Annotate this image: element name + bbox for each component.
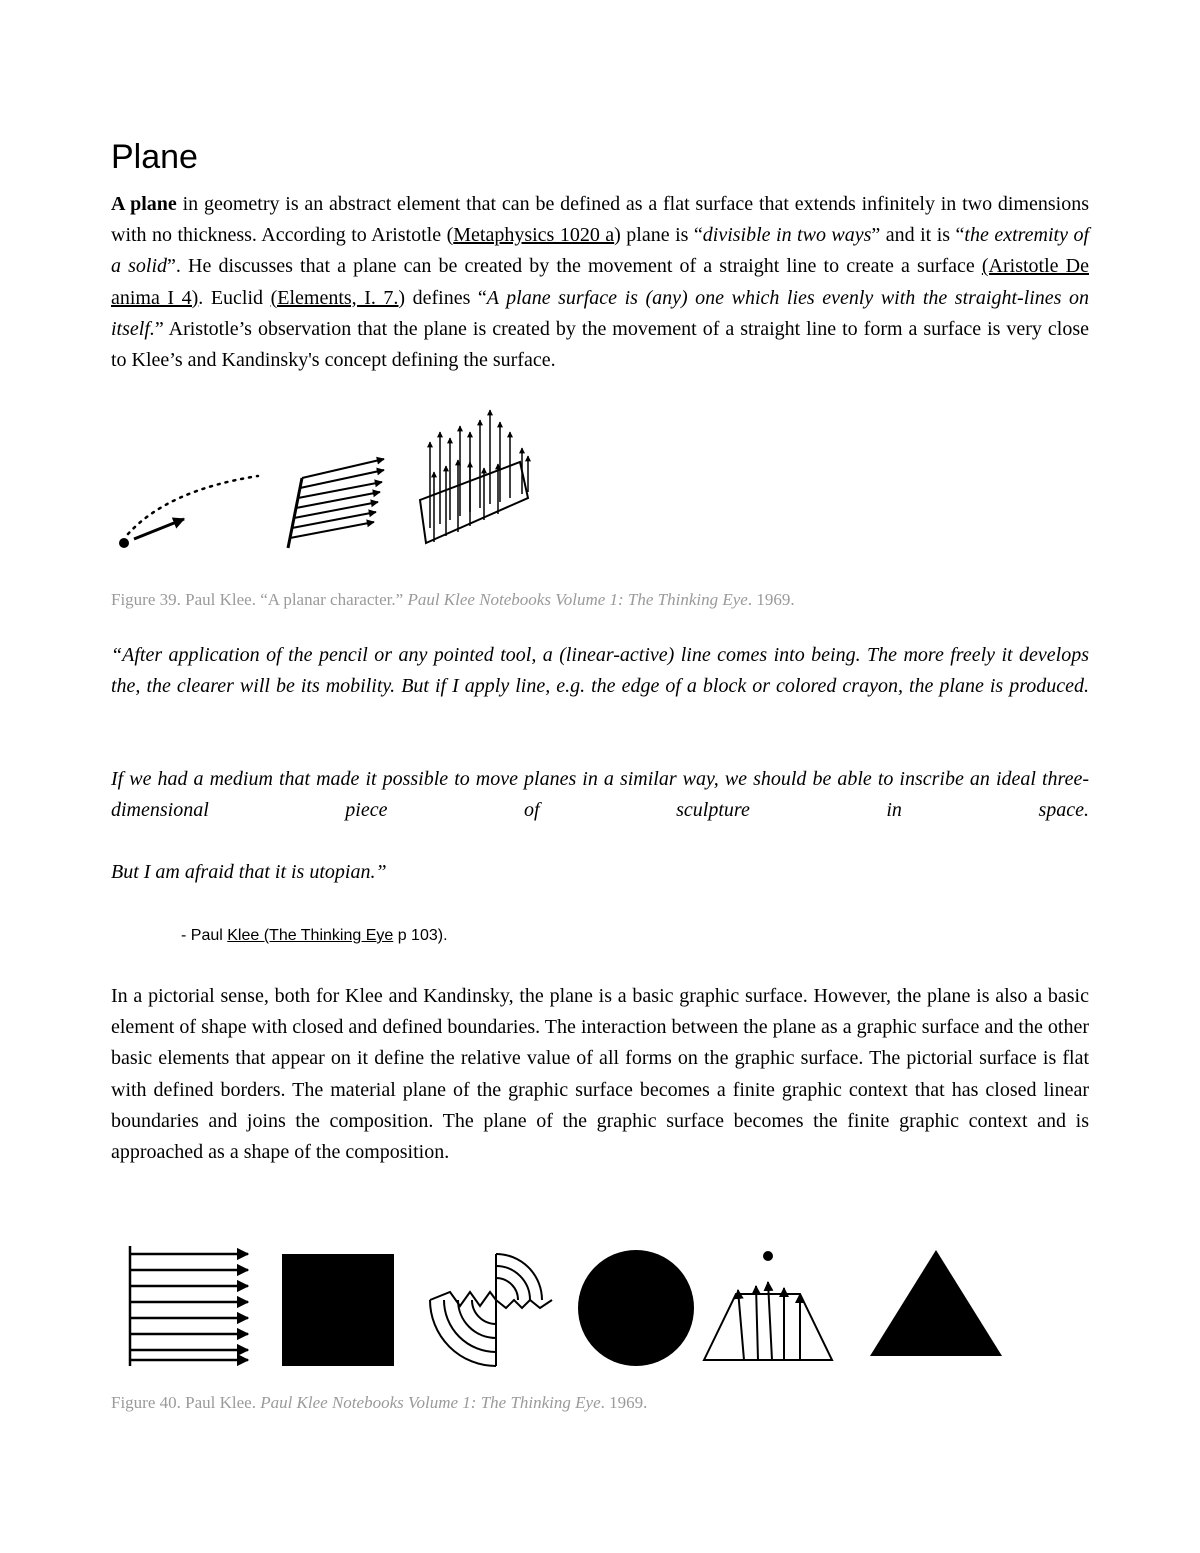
de-anima-link[interactable]: (Aristotle De anima I 4) [111, 255, 1089, 309]
quote-euclid: A plane surface is (any) one which lies evenly with the straight-lines on itself. [111, 286, 1090, 340]
intro-text-2: ) plane is “ [614, 224, 703, 247]
attribution-prefix: - Paul [181, 927, 228, 944]
point-rays-shape [704, 1251, 832, 1360]
figure-39-caption [111, 589, 795, 611]
quote-attribution [181, 925, 448, 947]
figure-40-year: . 1969. [600, 1393, 648, 1412]
figure-40-image [120, 1240, 1010, 1370]
figure-40-source: Paul Klee Notebooks Volume 1: The Thinking Eye [260, 1393, 601, 1412]
quote-paragraph-1: “After application of the pencil or any pointed tool, a (linear-active) line comes into being. The more freely it develops the, the clearer will be its mobility. But if I apply line, e.g. the edge of a block or colored crayon, the plane is produced. [111, 644, 1089, 698]
body-paragraph: In a pictorial sense, both for Klee and Kandinsky, the plane is a basic graphic surface. However, the plane is also a basic element of shape with closed and defined boundaries. The interaction between the plane as a graphic surface and the other basic elements that appear on it define the relative value of all forms on the graphic surface. The pictorial surface is flat with defined borders. The material plane of the graphic surface becomes a finite graphic context that has closed linear boundaries and joins the composition. The plane of the graphic surface becomes the finite graphic context and is approached as a shape of the composition. [111, 985, 1089, 1164]
metaphysics-link[interactable]: Metaphysics 1020 a [453, 224, 615, 247]
arrows-plane-shape [130, 1246, 248, 1366]
elements-link[interactable]: (Elements, I. 7.) [270, 286, 406, 309]
moving-point-figure [119, 476, 258, 548]
intro-text-4: ”. He discusses that a plane can be created by the movement of a straight line to create a surface [167, 255, 982, 278]
figure-39-year: . 1969. [747, 590, 795, 609]
figure-39-source: Paul Klee Notebooks Volume 1: The Thinking Eye [407, 590, 748, 609]
quote-paragraph-2: If we had a medium that made it possible to move planes in a similar way, we should be able to inscribe an ideal three-dimensional piece of sculpture in space. [111, 768, 1089, 822]
moving-line-figure [288, 459, 384, 548]
bold-term: A plane [111, 193, 177, 215]
intro-text-7: ” Aristotle’s observation that the plane is created by the movement of a straight line to form a surface is very close to Klee’s and Kandinsky's concept defining the surface. [111, 317, 1089, 372]
page-title: Plane [111, 138, 198, 176]
quote-divisible: divisible in two ways [702, 224, 872, 247]
figure-39-label: Figure 39. Paul Klee. “A planar character.” [111, 590, 408, 609]
attribution-link[interactable]: Klee (The Thinking Eye [227, 927, 394, 944]
attribution-suffix: p 103). [393, 927, 448, 944]
body-block [111, 981, 1089, 1168]
quote-paragraph-3: But I am afraid that it is utopian.” [111, 861, 387, 883]
intro-text-3: ” and it is “ [871, 224, 965, 247]
intro-text-6: defines “ [405, 286, 487, 309]
quote-extremity: the extremity of a solid [111, 224, 1090, 278]
intro-text-5: . Euclid [198, 286, 271, 309]
quote-block-1 [111, 640, 1089, 702]
figure-40-caption [111, 1392, 647, 1414]
quote-block-3 [111, 857, 1089, 888]
black-square-shape [282, 1254, 394, 1366]
arcs-shape [430, 1254, 552, 1366]
black-triangle-shape [870, 1250, 1002, 1356]
figure-39-image [108, 402, 538, 552]
black-circle-shape [578, 1250, 694, 1366]
moving-plane-figure [420, 410, 528, 543]
heading-block [111, 137, 1089, 177]
intro-text-1: in geometry is an abstract element that can be defined as a flat surface that extends infinitely in two dimensions with no thickness. According to Aristotle ( [111, 193, 1089, 247]
intro-paragraph [111, 189, 1089, 376]
quote-block-2 [111, 764, 1089, 826]
intro-block [111, 189, 1089, 376]
figure-40-label: Figure 40. Paul Klee. [111, 1393, 261, 1412]
